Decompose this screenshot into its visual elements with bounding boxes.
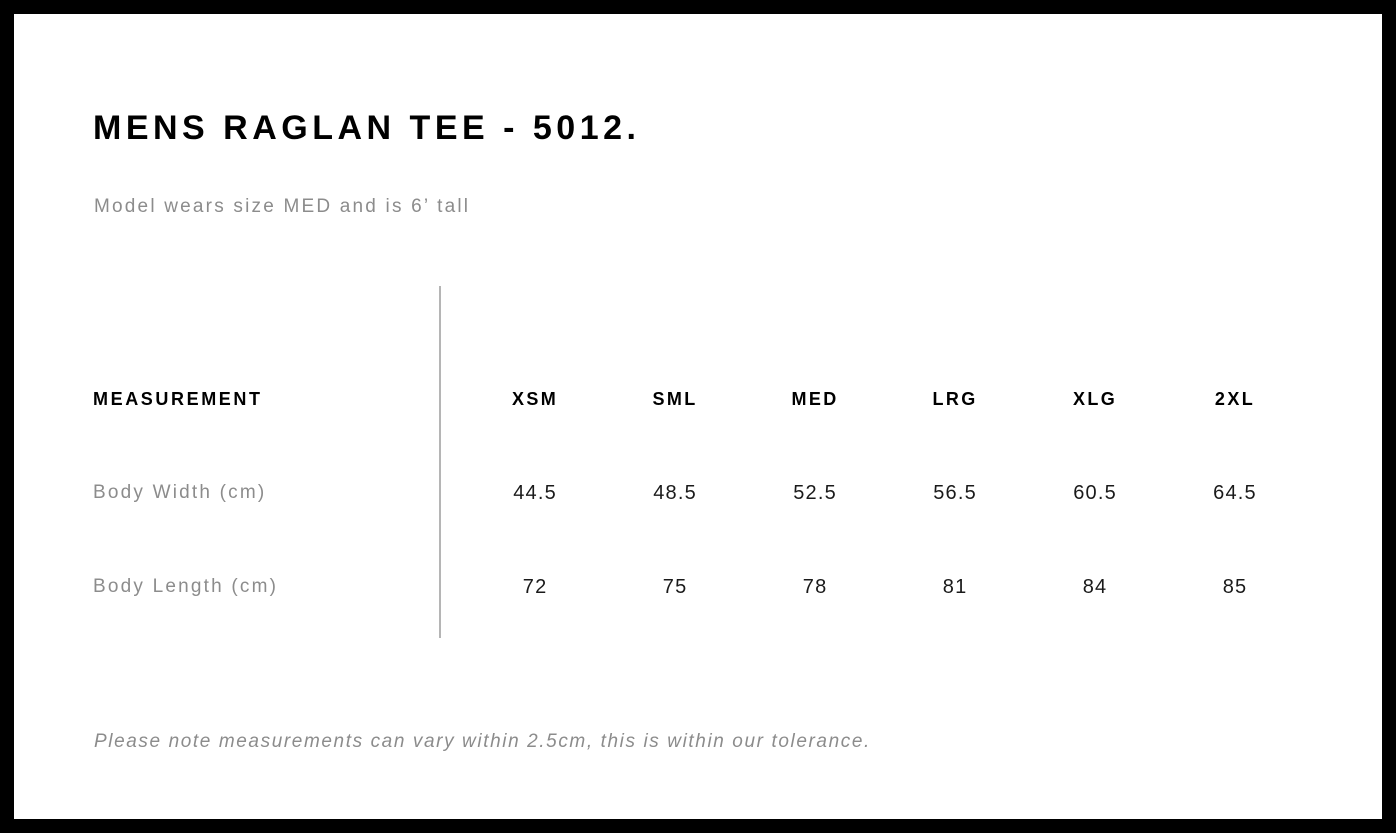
cell-body-length-xsm: 72	[522, 575, 548, 598]
page-title: MENS RAGLAN TEE - 5012.	[93, 109, 641, 147]
column-header-sml: SML	[652, 388, 698, 409]
size-chart-page	[14, 14, 1382, 819]
table-row	[93, 446, 1305, 540]
row-label-body-width: Body Width (cm)	[93, 482, 267, 503]
column-header-2xl: 2XL	[1214, 388, 1256, 409]
cell-body-width-2xl: 64.5	[1213, 481, 1257, 504]
size-table-body	[93, 446, 1305, 634]
cell-body-length-2xl: 85	[1222, 575, 1248, 598]
column-header-med: MED	[791, 388, 839, 409]
column-header-xsm: XSM	[511, 388, 559, 409]
model-info-text: Model wears size MED and is 6’ tall	[94, 196, 471, 217]
table-row	[93, 540, 1305, 634]
row-label-body-length: Body Length (cm)	[93, 576, 279, 597]
size-table-header	[93, 352, 1305, 446]
cell-body-length-xlg: 84	[1082, 575, 1108, 598]
cell-body-width-xlg: 60.5	[1073, 481, 1117, 504]
cell-body-width-lrg: 56.5	[933, 481, 977, 504]
cell-body-width-sml: 48.5	[653, 481, 697, 504]
table-header-row	[93, 352, 1305, 446]
cell-body-length-med: 78	[802, 575, 828, 598]
cell-body-length-sml: 75	[662, 575, 688, 598]
column-header-measurement: MEASUREMENT	[93, 388, 263, 409]
size-table	[93, 352, 1305, 634]
cell-body-length-lrg: 81	[942, 575, 968, 598]
column-header-xlg: XLG	[1072, 388, 1118, 409]
tolerance-note: Please note measurements can vary within 2.5cm, this is within our tolerance.	[94, 731, 871, 752]
column-header-lrg: LRG	[932, 388, 978, 409]
cell-body-width-med: 52.5	[793, 481, 837, 504]
size-chart-content	[14, 14, 1382, 819]
cell-body-width-xsm: 44.5	[513, 481, 557, 504]
